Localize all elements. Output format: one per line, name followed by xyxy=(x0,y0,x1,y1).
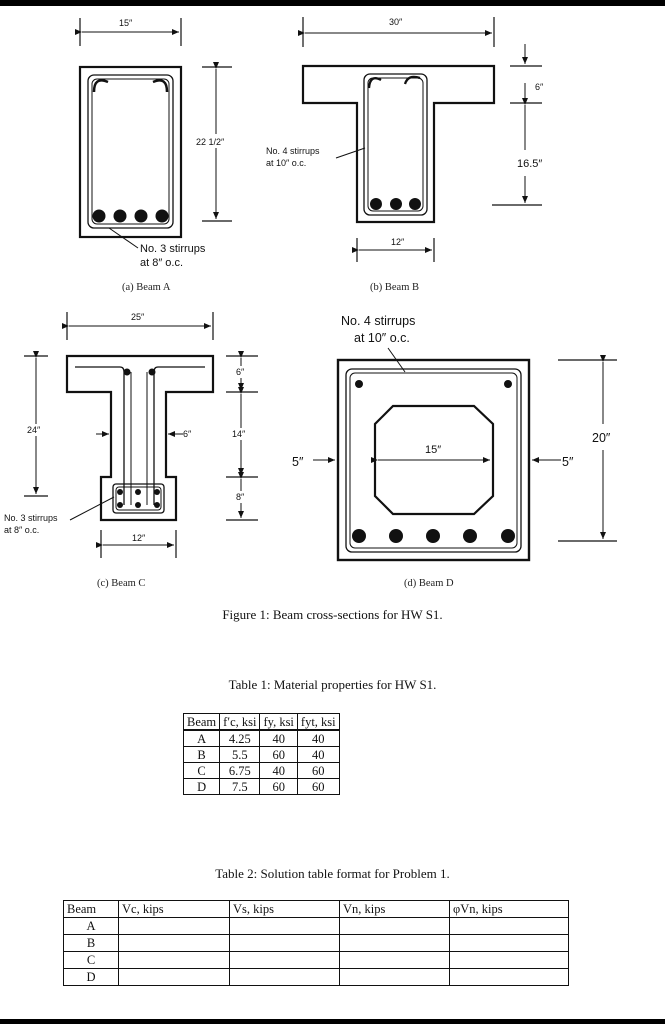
table2-header-phivn: φVn, kips xyxy=(450,901,569,918)
table-cell: B xyxy=(184,747,220,763)
table-row xyxy=(184,747,340,763)
beam-a-drawing xyxy=(80,18,238,293)
table-cell: 60 xyxy=(260,779,297,795)
table-cell-empty xyxy=(450,918,569,935)
table-row xyxy=(64,952,569,969)
beam-c-stirrup-line2: at 8″ o.c. xyxy=(4,525,40,535)
table-row xyxy=(64,969,569,986)
beam-b-drawing xyxy=(266,17,544,293)
beam-c-bottom-label: 12″ xyxy=(132,533,146,543)
table2-caption: Table 2: Solution table format for Problem 1. xyxy=(215,866,450,881)
table-cell: D xyxy=(184,779,220,795)
beam-a-stirrup-line2: at 8″ o.c. xyxy=(140,257,184,269)
table-cell-empty xyxy=(119,935,230,952)
beam-c-height-label: 24″ xyxy=(27,425,41,435)
table-cell: 60 xyxy=(297,763,339,779)
table2-header-beam: Beam xyxy=(64,901,119,918)
table-cell-empty xyxy=(450,952,569,969)
beam-d-drawing xyxy=(292,314,617,589)
table-cell: 60 xyxy=(297,779,339,795)
beam-d-void-label: 15″ xyxy=(425,444,442,456)
beam-d-side-left-label: 5″ xyxy=(292,455,304,469)
table-row xyxy=(184,763,340,779)
table2-header-vn: Vn, kips xyxy=(340,901,450,918)
table-cell: 40 xyxy=(260,730,297,747)
beam-b-web-width-label: 12″ xyxy=(391,237,405,247)
table-cell-empty xyxy=(230,935,340,952)
table-cell-empty xyxy=(450,935,569,952)
table-row xyxy=(184,730,340,747)
beam-d-stirrup-line1: No. 4 stirrups xyxy=(341,314,416,328)
table-cell-empty xyxy=(119,952,230,969)
table-cell: 4.25 xyxy=(220,730,260,747)
table1-body xyxy=(184,730,340,795)
beam-c-web-label: 6″ xyxy=(183,429,192,439)
bottom-border xyxy=(0,1019,665,1024)
beam-b-width-label: 30″ xyxy=(389,17,403,27)
table-cell: 7.5 xyxy=(220,779,260,795)
table-row xyxy=(64,935,569,952)
beam-c-label: (c) Beam C xyxy=(97,578,146,589)
table-cell: 40 xyxy=(297,747,339,763)
table-cell-empty xyxy=(340,918,450,935)
beam-d-label: (d) Beam D xyxy=(404,578,454,589)
beam-b-stirrup-line2: at 10″ o.c. xyxy=(266,158,307,168)
table-cell-beam: D xyxy=(64,969,119,986)
table-cell-empty xyxy=(450,969,569,986)
beam-d-side-right-label: 5″ xyxy=(562,455,574,469)
beam-c-drawing xyxy=(4,312,258,589)
beam-a-width-label: 15″ xyxy=(119,18,133,28)
table-cell-empty xyxy=(230,952,340,969)
table-cell-empty xyxy=(230,918,340,935)
beam-c-stirrup-line1: No. 3 stirrups xyxy=(4,513,58,523)
table2-body xyxy=(64,918,569,986)
material-properties-table xyxy=(183,713,340,795)
table-cell-empty xyxy=(119,918,230,935)
table-cell-beam: A xyxy=(64,918,119,935)
beam-b-flange-label: 6″ xyxy=(535,82,544,92)
beam-d-stirrup-line2: at 10″ o.c. xyxy=(354,331,410,345)
table-cell: 40 xyxy=(297,730,339,747)
table-cell-empty xyxy=(230,969,340,986)
beam-a-height-label: 22 1/2″ xyxy=(196,137,225,147)
table-cell: 6.75 xyxy=(220,763,260,779)
table1-header-fy: fy, ksi xyxy=(260,714,297,731)
table-cell-empty xyxy=(340,935,450,952)
table-cell: 40 xyxy=(260,763,297,779)
beam-c-mid-label: 14″ xyxy=(232,429,246,439)
table-cell-empty xyxy=(340,969,450,986)
beam-c-width-label: 25″ xyxy=(131,312,145,322)
table-cell-beam: B xyxy=(64,935,119,952)
table-row xyxy=(184,779,340,795)
table1-caption: Table 1: Material properties for HW S1. xyxy=(228,677,437,692)
solution-format-table xyxy=(63,900,569,986)
beam-c-bulb-label: 8″ xyxy=(236,492,245,502)
table2-header-vc: Vc, kips xyxy=(119,901,230,918)
beam-c-flange-label: 6″ xyxy=(236,367,245,377)
table-cell: 60 xyxy=(260,747,297,763)
beam-b-stirrup-line1: No. 4 stirrups xyxy=(266,146,320,156)
table-row xyxy=(64,918,569,935)
beam-d-height-label: 20″ xyxy=(592,431,611,445)
beam-a-label: (a) Beam A xyxy=(122,282,171,293)
table1-header-fc: f′c, ksi xyxy=(220,714,260,731)
table-cell-empty xyxy=(340,952,450,969)
table-cell-empty xyxy=(119,969,230,986)
table-cell: A xyxy=(184,730,220,747)
figure-caption: Figure 1: Beam cross-sections for HW S1. xyxy=(222,607,443,622)
beam-a-stirrup-line1: No. 3 stirrups xyxy=(140,243,206,255)
beam-b-web-depth-label: 16.5″ xyxy=(517,158,543,170)
table1-header-beam: Beam xyxy=(184,714,220,731)
table-cell: 5.5 xyxy=(220,747,260,763)
table-cell: C xyxy=(184,763,220,779)
table2-header-vs: Vs, kips xyxy=(230,901,340,918)
table1-header-fyt: fyt, ksi xyxy=(297,714,339,731)
beam-b-label: (b) Beam B xyxy=(370,282,419,293)
table-cell-beam: C xyxy=(64,952,119,969)
